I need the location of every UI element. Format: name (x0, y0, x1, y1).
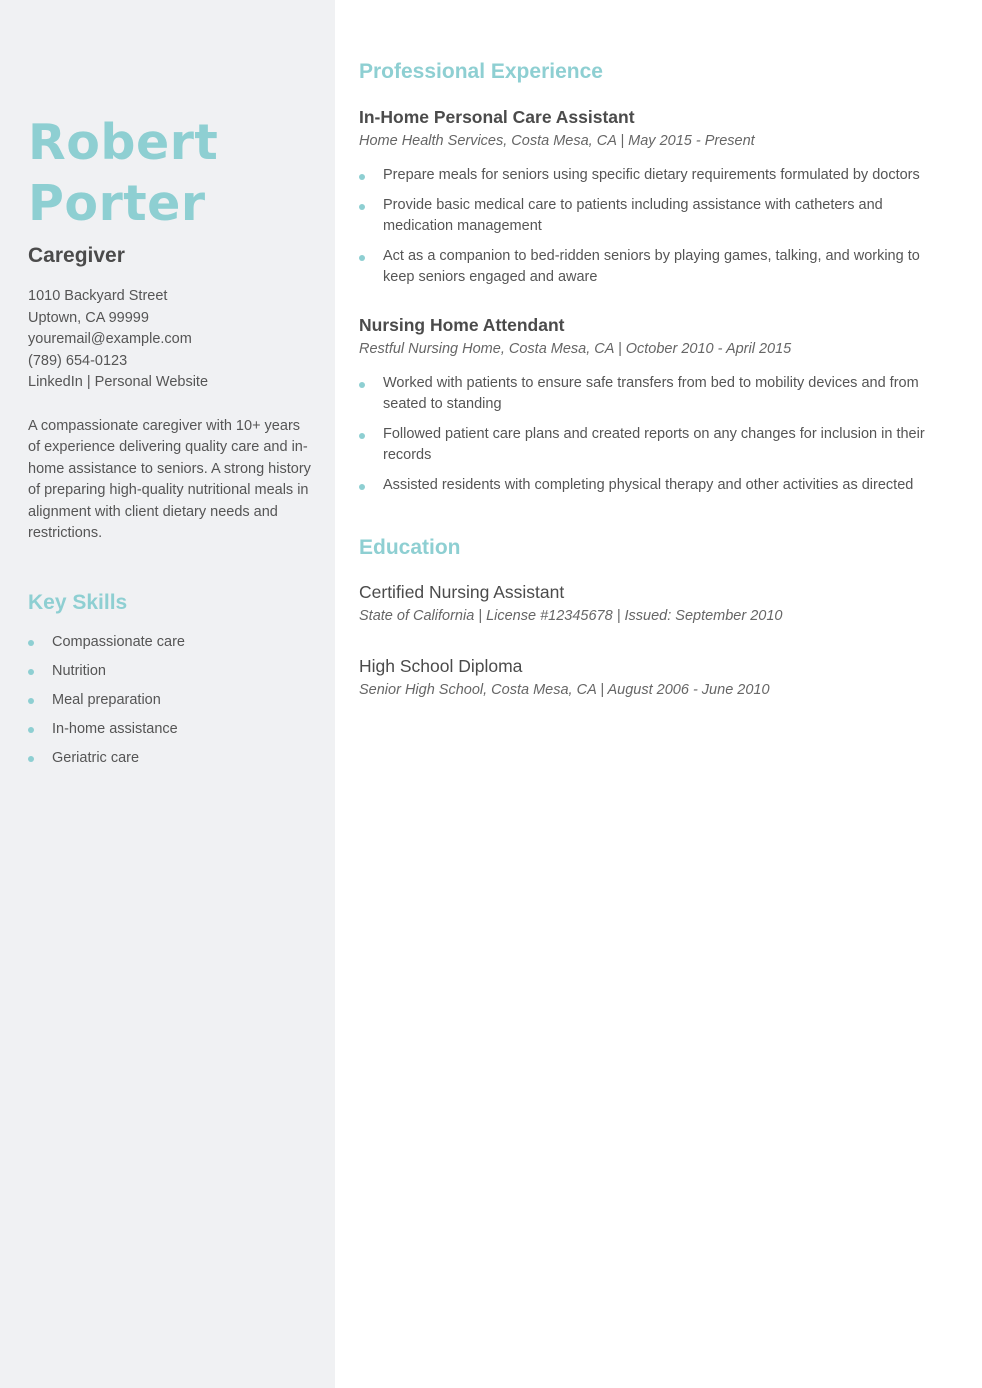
phone: (789) 654-0123 (28, 352, 128, 369)
summary: A compassionate caregiver with 10+ years of experience delivering quality care and in-home assistance to seniors. A strong history of preparing high-quality nutritional meals in alignment with client dietary needs and restrictions. (28, 417, 311, 541)
candidate-name (28, 112, 315, 234)
job-bullet: Act as a companion to bed-ridden seniors by playing games, talking, and working to keep seniors engaged and aware (359, 246, 952, 289)
job-bullet: Followed patient care plans and created reports on any changes for inclusion in their records (359, 424, 952, 467)
education-entry (359, 582, 952, 624)
last-name: Porter (28, 175, 206, 232)
skill-item: Meal preparation (28, 689, 315, 711)
job-title: Nursing Home Attendant (359, 314, 565, 335)
experience-heading: Professional Experience (359, 60, 603, 83)
sidebar (0, 0, 335, 1388)
address-line-1: 1010 Backyard Street (28, 288, 168, 304)
education-title: High School Diploma (359, 656, 523, 676)
education-title: Certified Nursing Assistant (359, 582, 565, 602)
skills-list (28, 631, 315, 769)
education-meta: State of California | License #12345678 | Issued: September 2010 (359, 608, 783, 624)
job-bullets (359, 165, 952, 289)
education-meta: Senior High School, Costa Mesa, CA | August 2006 - June 2010 (359, 682, 770, 698)
job-entry (359, 107, 952, 289)
email[interactable]: youremail@example.com (28, 331, 192, 347)
main-content (335, 0, 982, 1388)
first-name: Robert (28, 114, 219, 171)
job-title-headline: Caregiver (28, 244, 125, 267)
skill-item: In-home assistance (28, 718, 315, 740)
education-section (359, 536, 952, 698)
job-bullet: Provide basic medical care to patients including assistance with catheters and medication management (359, 195, 952, 238)
job-title: In-Home Personal Care Assistant (359, 107, 635, 127)
address-line-2: Uptown, CA 99999 (28, 309, 149, 326)
skill-item: Compassionate care (28, 631, 315, 653)
education-heading: Education (359, 536, 461, 559)
profile-links[interactable]: LinkedIn | Personal Website (28, 374, 209, 390)
job-meta: Restful Nursing Home, Costa Mesa, CA | October 2010 - April 2015 (359, 340, 792, 357)
skill-item: Nutrition (28, 660, 315, 682)
job-meta: Home Health Services, Costa Mesa, CA | May 2015 - Present (359, 133, 755, 149)
skill-item: Geriatric care (28, 747, 315, 769)
education-entry (359, 656, 952, 698)
job-bullets (359, 373, 952, 497)
contact-info (28, 286, 315, 394)
skills-heading: Key Skills (28, 590, 128, 614)
job-entry (359, 315, 952, 497)
job-bullet: Assisted residents with completing physical therapy and other activities as directed (359, 475, 952, 497)
job-bullet: Worked with patients to ensure safe transfers from bed to mobility devices and from seated to standing (359, 373, 952, 416)
job-bullet: Prepare meals for seniors using specific dietary requirements formulated by doctors (359, 165, 952, 187)
